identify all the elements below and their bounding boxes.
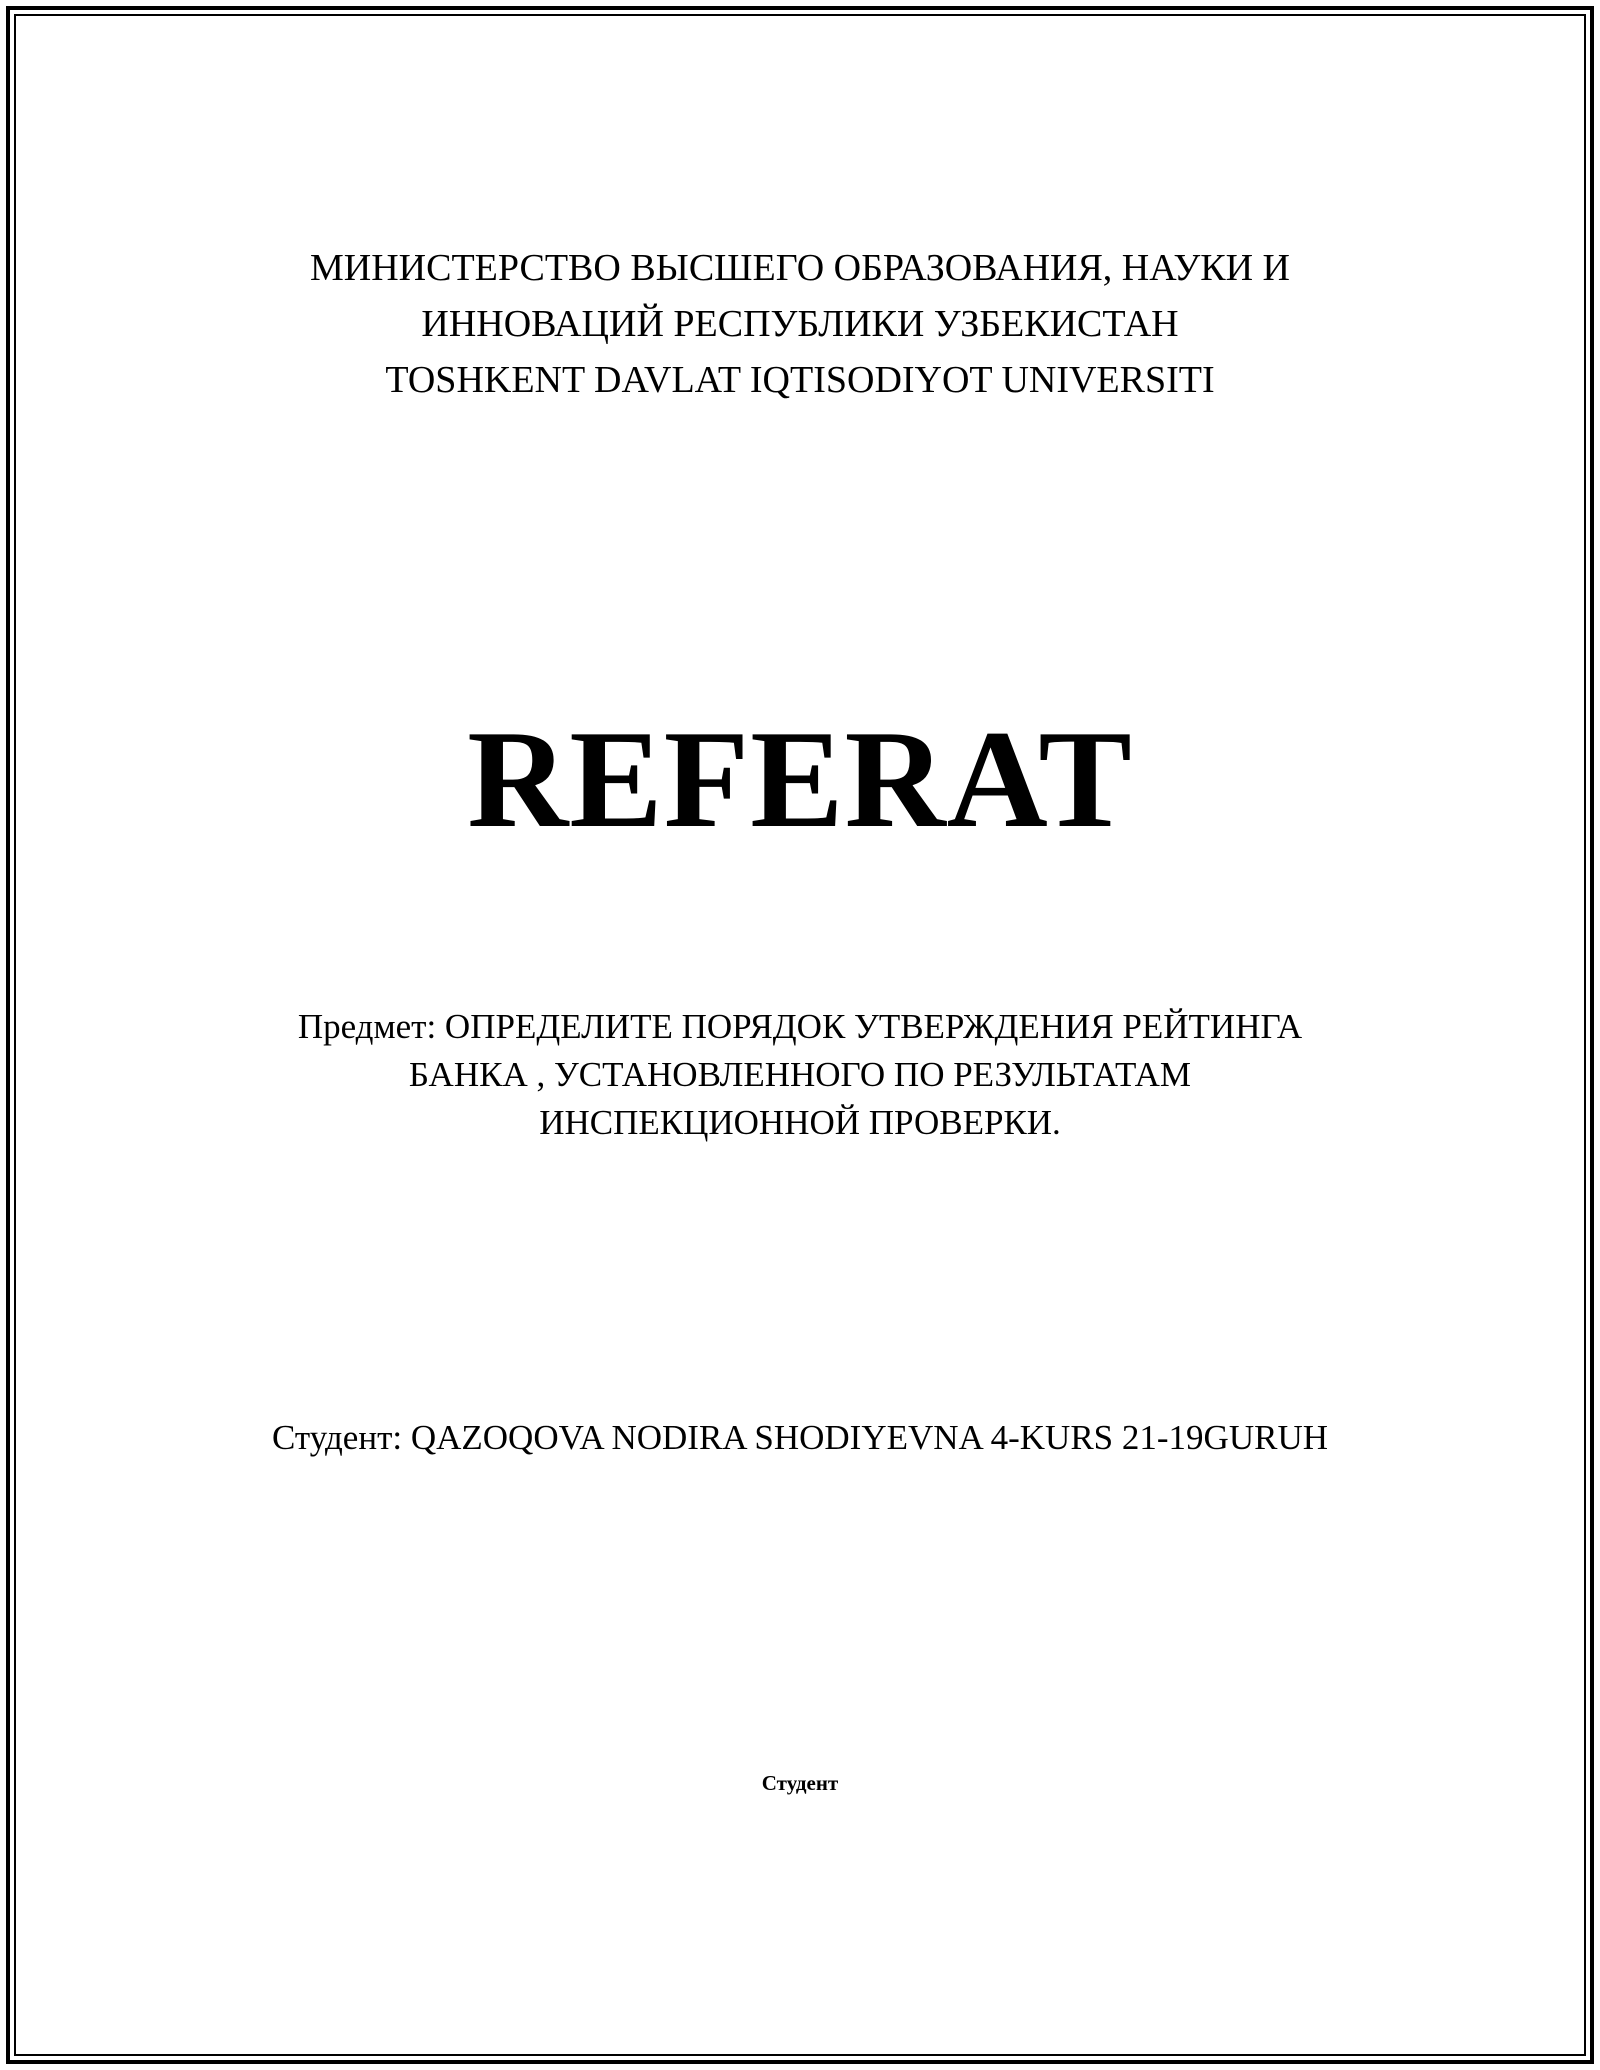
subject-line-1: Предмет: ОПРЕДЕЛИТЕ ПОРЯДОК УТВЕРЖДЕНИЯ РЕЙТИНГА [297, 1007, 1303, 1046]
subject-line-2: БАНКА , УСТАНОВЛЕННОГО ПО РЕЗУЛЬТАТАМ [408, 1055, 1192, 1094]
student-label: Студент [761, 1771, 839, 1795]
header-line-1: МИНИСТЕРСТВО ВЫСШЕГО ОБРАЗОВАНИЯ, НАУКИ И [310, 247, 1290, 289]
ministry-header [0, 240, 1600, 408]
subject-line-3: ИНСПЕКЦИОННОЙ ПРОВЕРКИ. [539, 1103, 1061, 1142]
subject-block [0, 1003, 1600, 1147]
header-line-2: ИННОВАЦИЙ РЕСПУБЛИКИ УЗБЕКИСТАН [421, 303, 1179, 345]
document-title: REFERAT [467, 702, 1133, 857]
header-line-3: TOSHKENT DAVLAT IQTISODIYOT UNIVERSITI [385, 359, 1215, 401]
student-info: Студент: QAZOQOVA NODIRA SHODIYEVNA 4-KURS 21-19GURUH [271, 1418, 1328, 1457]
